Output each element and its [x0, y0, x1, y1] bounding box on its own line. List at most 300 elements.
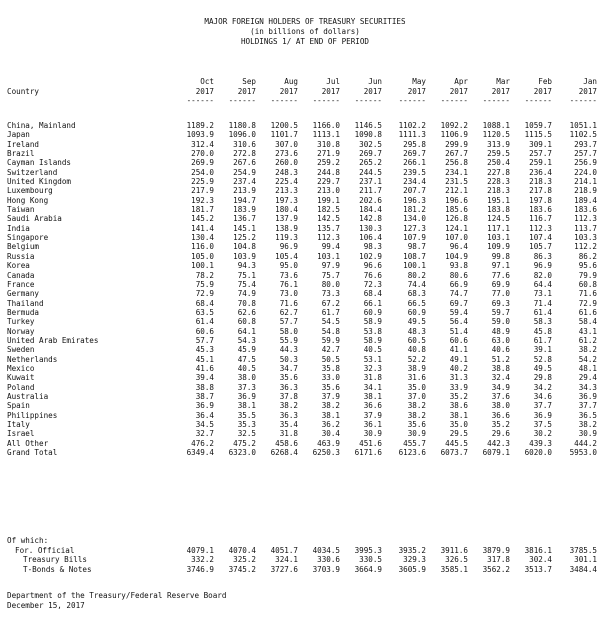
holding-value: 270.0	[191, 149, 214, 159]
summary-value: 3562.2	[482, 564, 510, 574]
holding-value: 32.7	[195, 429, 214, 439]
holding-value: 34.2	[533, 382, 552, 392]
table-row	[7, 401, 597, 410]
holding-value: 39.1	[533, 345, 552, 355]
table-row	[7, 233, 597, 242]
table-row	[7, 345, 597, 354]
holding-value: 58.9	[363, 317, 382, 327]
holding-value: 73.1	[533, 289, 552, 299]
holding-value: 79.9	[578, 270, 597, 280]
holding-value: 38.2	[279, 401, 298, 411]
holding-value: 86.2	[578, 251, 597, 261]
holding-value: 310.8	[317, 139, 340, 149]
holding-value: 36.5	[578, 410, 597, 420]
holding-value: 96.9	[533, 261, 552, 271]
holding-value: 69.3	[491, 298, 510, 308]
holding-value: 182.5	[317, 205, 340, 215]
holding-value: 30.2	[533, 429, 552, 439]
summary-row	[7, 546, 597, 555]
table-row	[7, 308, 597, 317]
year-header: 2017	[279, 86, 298, 96]
holding-value: 41.6	[195, 363, 214, 373]
header-year-row	[7, 87, 597, 97]
table-row	[7, 373, 597, 382]
summary-value: 4034.5	[312, 546, 340, 555]
holding-value: 34.7	[279, 363, 298, 373]
table-row	[7, 158, 597, 167]
holding-value: 52.8	[533, 354, 552, 364]
holding-value: 185.6	[445, 205, 468, 215]
holding-value: 37.9	[363, 410, 382, 420]
summary-value: 3513.7	[524, 564, 552, 574]
holding-value: 6073.7	[440, 448, 468, 458]
holding-value: 455.7	[403, 438, 426, 448]
holding-value: 54.8	[321, 326, 340, 336]
holding-value: 35.0	[449, 420, 468, 429]
holding-value: 145.1	[233, 223, 256, 233]
holding-value: 38.7	[195, 391, 214, 401]
country-name: All Other	[7, 438, 49, 448]
holding-value: 197.8	[529, 195, 552, 205]
holding-value: 54.3	[237, 335, 256, 345]
table-row	[7, 392, 597, 401]
holding-value: 134.0	[403, 214, 426, 224]
holding-value: 38.2	[578, 420, 597, 429]
holding-value: 444.2	[574, 438, 597, 448]
holding-value: 52.2	[407, 354, 426, 364]
holding-value: 38.0	[491, 401, 510, 411]
summary-value: 3745.2	[228, 564, 256, 574]
holding-value: 37.0	[407, 391, 426, 401]
holding-value: 38.1	[321, 410, 340, 420]
holding-value: 125.2	[233, 233, 256, 243]
holding-value: 103.3	[574, 233, 597, 243]
holding-value: 55.9	[279, 335, 298, 345]
holding-value: 61.4	[195, 317, 214, 327]
holding-value: 48.9	[491, 326, 510, 336]
country-name: Ireland	[7, 139, 40, 149]
header-rule: ------	[228, 96, 256, 105]
table-row	[7, 317, 597, 326]
holding-value: 202.6	[359, 195, 382, 205]
holding-value: 38.2	[321, 401, 340, 411]
country-column-header: Country	[7, 86, 40, 96]
holding-value: 50.5	[321, 354, 340, 364]
holding-value: 36.1	[363, 420, 382, 429]
holding-value: 227.8	[487, 167, 510, 177]
holding-value: 38.8	[491, 363, 510, 373]
holding-value: 6250.3	[312, 448, 340, 458]
holding-value: 119.3	[275, 233, 298, 243]
holding-value: 37.8	[279, 391, 298, 401]
holding-value: 99.8	[491, 251, 510, 261]
country-name: China, Mainland	[7, 121, 76, 130]
holding-value: 73.6	[279, 270, 298, 280]
holding-value: 106.4	[359, 233, 382, 243]
holding-value: 75.4	[237, 279, 256, 289]
country-name: Singapore	[7, 233, 49, 243]
header-rule: ------	[312, 96, 340, 105]
summary-value: 3727.6	[270, 564, 298, 574]
holding-value: 1166.0	[312, 121, 340, 130]
holding-value: 31.3	[449, 373, 468, 383]
summary-row	[7, 555, 597, 564]
holding-value: 34.5	[195, 420, 214, 429]
summary-value: 317.8	[487, 555, 510, 565]
holding-value: 1088.1	[482, 121, 510, 130]
report-subtitle: HOLDINGS 1/ AT END OF PERIOD	[240, 37, 369, 46]
holding-value: 30.4	[321, 429, 340, 439]
holding-value: 256.9	[574, 158, 597, 168]
summary-value: 3664.9	[354, 564, 382, 574]
summary-value: 302.4	[529, 555, 552, 565]
holding-value: 29.4	[578, 373, 597, 383]
holding-value: 293.7	[574, 139, 597, 149]
holding-value: 138.9	[275, 223, 298, 233]
holding-value: 66.1	[363, 298, 382, 308]
holding-value: 1200.5	[270, 121, 298, 130]
holding-value: 40.5	[237, 363, 256, 373]
summary-value: 4079.1	[186, 546, 214, 555]
holding-value: 259.1	[529, 158, 552, 168]
table-row	[7, 130, 597, 139]
holding-value: 103.1	[487, 233, 510, 243]
holding-value: 107.0	[445, 233, 468, 243]
holding-value: 192.3	[191, 195, 214, 205]
holding-value: 76.6	[363, 270, 382, 280]
holding-value: 66.5	[407, 298, 426, 308]
month-header: Jun	[368, 77, 382, 86]
holding-value: 257.7	[529, 149, 552, 159]
summary-value: 3911.6	[440, 546, 468, 555]
holding-value: 237.1	[359, 177, 382, 187]
holding-value: 60.6	[195, 326, 214, 336]
country-name: Brazil	[7, 149, 35, 159]
holding-value: 141.4	[191, 223, 214, 233]
holding-value: 225.9	[191, 177, 214, 187]
holding-value: 1059.7	[524, 121, 552, 130]
holding-value: 254.0	[191, 167, 214, 177]
holding-value: 29.6	[491, 429, 510, 439]
holdings-table	[7, 121, 597, 457]
holding-value: 260.0	[275, 158, 298, 168]
holding-value: 105.0	[191, 251, 214, 261]
holding-value: 228.3	[487, 177, 510, 187]
holding-value: 196.3	[403, 195, 426, 205]
holding-value: 71.4	[533, 298, 552, 308]
summary-value: 324.1	[275, 555, 298, 565]
holding-value: 74.7	[449, 289, 468, 299]
header-rule: ------	[270, 96, 298, 105]
summary-value: 3746.9	[186, 564, 214, 574]
holding-value: 58.9	[363, 335, 382, 345]
holding-value: 108.7	[403, 251, 426, 261]
holding-value: 248.3	[275, 167, 298, 177]
table-row	[7, 205, 597, 214]
holding-value: 105.4	[275, 251, 298, 261]
holding-value: 99.4	[321, 242, 340, 252]
table-row	[7, 177, 597, 186]
holding-value: 37.9	[321, 391, 340, 401]
month-header: Mar	[496, 77, 510, 86]
holding-value: 31.6	[407, 373, 426, 383]
holding-value: 254.9	[233, 167, 256, 177]
holding-value: 98.3	[363, 242, 382, 252]
holding-value: 35.6	[321, 382, 340, 392]
holding-value: 476.2	[191, 438, 214, 448]
source-note: Department of the Treasury/Federal Reserve Board	[7, 591, 227, 600]
holding-value: 57.7	[195, 335, 214, 345]
holding-value: 475.2	[233, 438, 256, 448]
holding-value: 58.4	[578, 317, 597, 327]
holding-value: 36.9	[533, 410, 552, 420]
table-row	[7, 242, 597, 251]
holding-value: 68.4	[363, 289, 382, 299]
holding-value: 313.9	[487, 139, 510, 149]
holding-value: 136.7	[233, 214, 256, 224]
holding-value: 130.4	[191, 233, 214, 243]
summary-value: 330.5	[359, 555, 382, 565]
holding-value: 183.6	[574, 205, 597, 215]
holding-value: 98.7	[407, 242, 426, 252]
summary-value: 4070.4	[228, 546, 256, 555]
holding-value: 36.2	[321, 420, 340, 429]
holding-value: 181.7	[191, 205, 214, 215]
header-rule: ------	[569, 96, 597, 105]
holding-value: 78.2	[195, 270, 214, 280]
holding-value: 34.9	[491, 382, 510, 392]
holding-value: 74.9	[237, 289, 256, 299]
holding-value: 38.2	[407, 401, 426, 411]
holding-value: 76.1	[279, 279, 298, 289]
table-row	[7, 383, 597, 392]
holding-value: 73.3	[321, 289, 340, 299]
table-row	[7, 429, 597, 438]
holding-value: 35.0	[407, 382, 426, 392]
table-row	[7, 224, 597, 233]
table-row	[7, 420, 597, 429]
holding-value: 124.1	[445, 223, 468, 233]
holding-value: 237.4	[233, 177, 256, 187]
holding-value: 45.3	[195, 345, 214, 355]
summary-value: 3995.3	[354, 546, 382, 555]
holding-value: 445.5	[445, 438, 468, 448]
holding-value: 35.3	[237, 420, 256, 429]
summary-row	[7, 565, 597, 574]
holding-value: 96.9	[279, 242, 298, 252]
column-header	[7, 77, 597, 106]
holding-value: 30.9	[363, 429, 382, 439]
country-name: Hong Kong	[7, 195, 49, 205]
holding-value: 273.6	[275, 149, 298, 159]
year-header: 2017	[237, 86, 256, 96]
holding-value: 35.5	[237, 410, 256, 420]
holding-value: 69.7	[449, 298, 468, 308]
holding-value: 307.0	[275, 139, 298, 149]
month-header: Apr	[454, 77, 468, 86]
holding-value: 64.1	[237, 326, 256, 336]
summary-value: 3935.2	[398, 546, 426, 555]
country-name: Luxembourg	[7, 186, 53, 196]
holding-value: 104.9	[445, 251, 468, 261]
year-header: 2017	[491, 86, 510, 96]
header-rule-row	[7, 96, 597, 106]
holding-value: 6323.0	[228, 448, 256, 458]
holding-value: 38.1	[363, 391, 382, 401]
holding-value: 6171.6	[354, 448, 382, 458]
holding-value: 1051.1	[569, 121, 597, 130]
table-row	[7, 140, 597, 149]
table-row	[7, 261, 597, 270]
holding-value: 32.5	[237, 429, 256, 439]
holding-value: 439.3	[529, 438, 552, 448]
table-row	[7, 448, 597, 457]
holding-value: 1101.7	[270, 130, 298, 140]
holding-value: 63.5	[195, 307, 214, 317]
holding-value: 35.8	[321, 363, 340, 373]
release-date: December 15, 2017	[7, 601, 85, 610]
table-row	[7, 289, 597, 298]
holding-value: 33.0	[321, 373, 340, 383]
holding-value: 29.8	[533, 373, 552, 383]
holding-value: 51.2	[491, 354, 510, 364]
holding-value: 97.9	[321, 261, 340, 271]
holding-value: 95.6	[578, 261, 597, 271]
holding-value: 214.1	[574, 177, 597, 187]
summary-label: T-Bonds & Notes	[23, 564, 92, 574]
holding-value: 269.7	[359, 149, 382, 159]
country-name: Switzerland	[7, 167, 58, 177]
holding-value: 95.0	[279, 261, 298, 271]
holding-value: 1189.2	[186, 121, 214, 130]
holding-value: 61.7	[321, 307, 340, 317]
holding-value: 38.2	[578, 345, 597, 355]
holding-value: 183.6	[529, 205, 552, 215]
holding-value: 234.4	[403, 177, 426, 187]
holding-value: 1146.5	[354, 121, 382, 130]
holding-value: 38.8	[195, 382, 214, 392]
holding-value: 72.3	[363, 279, 382, 289]
holding-value: 33.9	[449, 382, 468, 392]
holding-value: 107.9	[403, 233, 426, 243]
country-name: United Kingdom	[7, 177, 72, 187]
holding-value: 112.2	[574, 242, 597, 252]
holding-value: 244.5	[359, 167, 382, 177]
holding-value: 310.6	[233, 139, 256, 149]
holding-value: 35.6	[407, 420, 426, 429]
holding-value: 32.4	[491, 373, 510, 383]
country-name: Mexico	[7, 363, 35, 373]
holding-value: 463.9	[317, 438, 340, 448]
summary-value: 326.5	[445, 555, 468, 565]
holding-value: 36.3	[279, 410, 298, 420]
holding-value: 257.7	[574, 149, 597, 159]
holding-value: 302.5	[359, 139, 382, 149]
holding-value: 259.5	[487, 149, 510, 159]
holding-value: 29.5	[449, 429, 468, 439]
header-rule: ------	[524, 96, 552, 105]
official-holdings-table	[7, 546, 597, 574]
table-row	[7, 299, 597, 308]
holding-value: 239.5	[403, 167, 426, 177]
holding-value: 312.4	[191, 139, 214, 149]
holding-value: 59.7	[491, 307, 510, 317]
holding-value: 38.2	[407, 410, 426, 420]
summary-value: 332.2	[191, 555, 214, 565]
holding-value: 1106.9	[440, 130, 468, 140]
holding-value: 54.5	[321, 317, 340, 327]
country-name: Korea	[7, 261, 30, 271]
holding-value: 213.9	[233, 186, 256, 196]
holding-value: 124.5	[487, 214, 510, 224]
holding-value: 142.8	[359, 214, 382, 224]
month-header: Aug	[284, 77, 298, 86]
holding-value: 38.6	[449, 401, 468, 411]
holding-value: 196.6	[445, 195, 468, 205]
holding-value: 229.7	[317, 177, 340, 187]
holding-value: 72.9	[195, 289, 214, 299]
holding-value: 36.3	[279, 382, 298, 392]
holding-value: 69.9	[491, 279, 510, 289]
holding-value: 37.3	[237, 382, 256, 392]
country-name: Taiwan	[7, 205, 35, 215]
holding-value: 66.9	[449, 279, 468, 289]
holding-value: 36.6	[363, 401, 382, 411]
holding-value: 47.5	[237, 354, 256, 364]
holding-value: 45.9	[237, 345, 256, 355]
holding-value: 100.1	[403, 261, 426, 271]
holding-value: 199.1	[317, 195, 340, 205]
holding-value: 77.6	[491, 270, 510, 280]
holding-value: 1096.0	[228, 130, 256, 140]
holding-value: 135.7	[317, 223, 340, 233]
year-header: 2017	[195, 86, 214, 96]
holding-value: 195.1	[487, 195, 510, 205]
country-name: Bermuda	[7, 307, 40, 317]
holding-value: 37.7	[533, 401, 552, 411]
holding-value: 113.7	[574, 223, 597, 233]
country-name: India	[7, 223, 30, 233]
holding-value: 6123.6	[398, 448, 426, 458]
holding-value: 269.9	[191, 158, 214, 168]
month-header: Jul	[326, 77, 340, 86]
holding-value: 68.4	[195, 298, 214, 308]
country-name: Netherlands	[7, 354, 58, 364]
table-row	[7, 121, 597, 130]
holding-value: 73.0	[279, 289, 298, 299]
summary-label: For. Official	[15, 546, 75, 555]
holding-value: 93.8	[449, 261, 468, 271]
holding-value: 183.8	[487, 205, 510, 215]
holding-value: 37.7	[578, 401, 597, 411]
holding-value: 40.8	[407, 345, 426, 355]
holding-value: 272.8	[233, 149, 256, 159]
holding-value: 1093.9	[186, 130, 214, 140]
holding-value: 458.6	[275, 438, 298, 448]
holding-value: 71.6	[279, 298, 298, 308]
holding-value: 103.9	[233, 251, 256, 261]
holding-value: 126.8	[445, 214, 468, 224]
holding-value: 57.7	[279, 317, 298, 327]
holding-value: 49.1	[449, 354, 468, 364]
holding-value: 40.2	[449, 363, 468, 373]
holding-value: 295.8	[403, 139, 426, 149]
holding-value: 197.3	[275, 195, 298, 205]
summary-value: 330.6	[317, 555, 340, 565]
country-name: Russia	[7, 251, 35, 261]
holding-value: 80.2	[407, 270, 426, 280]
holding-value: 244.8	[317, 167, 340, 177]
